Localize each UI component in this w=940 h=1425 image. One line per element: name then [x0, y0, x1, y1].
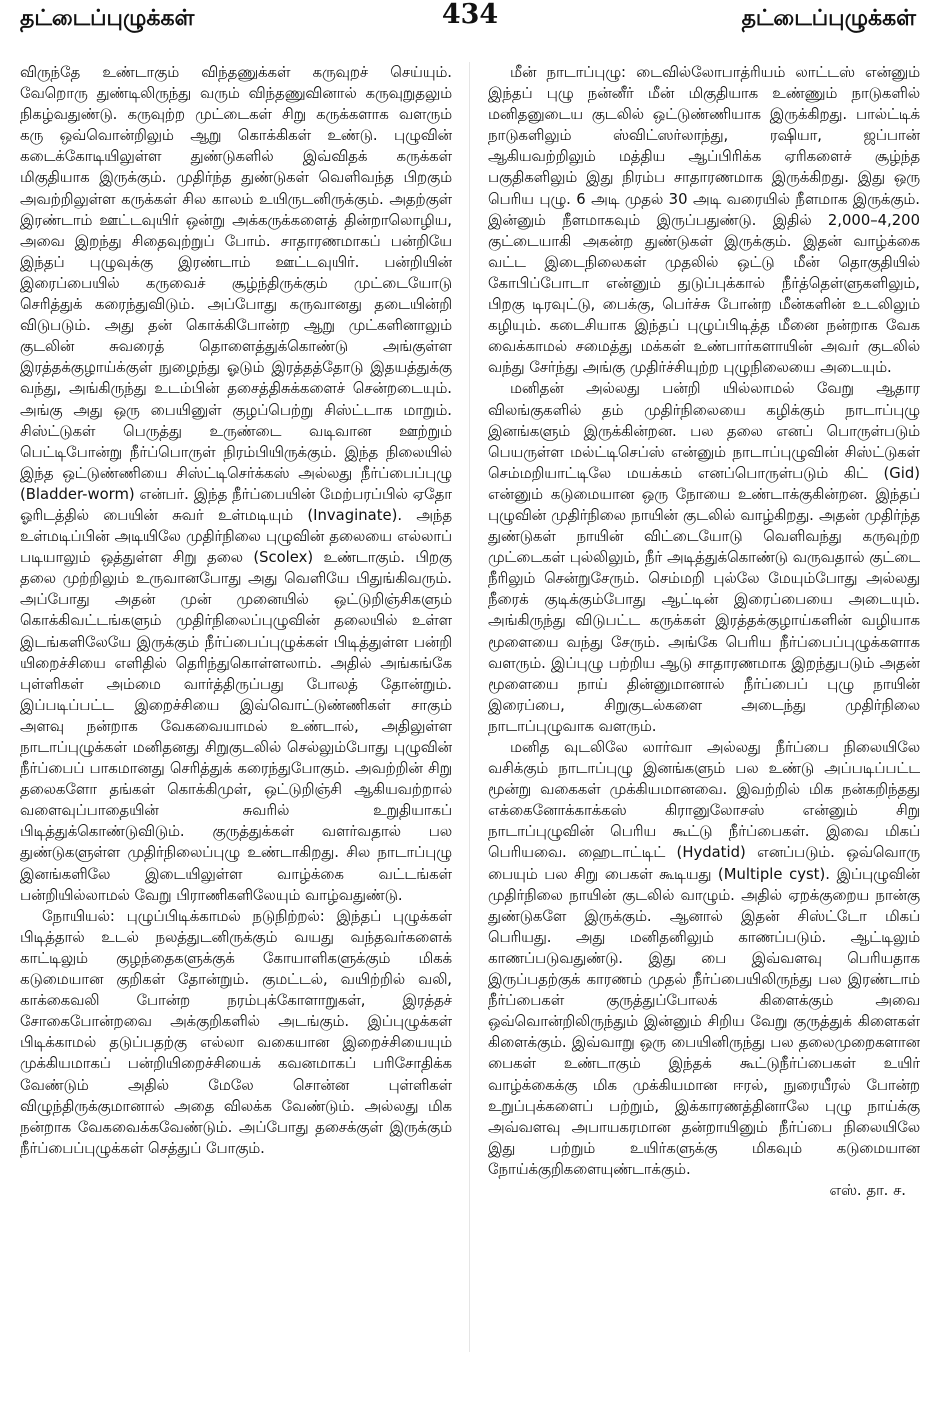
paragraph-pathology: நோயியல்: புழுப்பிடிக்காமல் நடுநிற்றல்: இந்தப் புழுக்கள் பிடித்தால் உடல் நலத்துடனிருக்கும் வயது வந்தவர்களைக் காட்டிலும் குழந்தைகளுக்குக் கோயாளிகளுக்கும் மிகக் கடுமையான குறிகள் தோன்றும். குமட்டல், வயிற்றில் வலி, காக்கைவலி போன்ற நரம்புக்கோளாறுகள், இரத்தச் சோகைபோன்றவை அக்குறிகளில் அடங்கும். இப்புழுக்கள் பிடிக்காமல் தடுப்பதற்கு எல்லா வகையான இறைச்சியையும் முக்கியமாகப் பன்றியிறைச்சியைக் கவனமாகப் பரிசோதிக்க வேண்டும் அதில் மேலே சொன்ன புள்ளிகள் விழுந்திருக்குமானால் அதை விலக்க வேண்டும். அல்லது மிக நன்றாக வேகவைக்கவேண்டும். அப்போது தசைக்குள் இருக்கும் நீர்ப்பைப்புழுக்கள் செத்துப் போகும்.: [20, 907, 452, 1157]
column-divider: [469, 62, 470, 1352]
running-header-left: தட்டைப்புழுக்கள்: [20, 6, 195, 31]
paragraph: மனிதன் அல்லது பன்றி யில்லாமல் வேறு ஆதார விலங்குகளில் தம் முதிர்நிலையை கழிக்கும் நாடாப்புழு இனங்களும் இருக்கின்றன. பல தலை எனப் பொருள்படும் பெயருள்ள மல்ட்டிசெப்ஸ் என்னும் நாடாப்புழுவின் சிஸ்ட்டுகள் செம்மறியாட்டிலே மயக்கம் எனப்பொருள்படும் கிட் (Gid) என்னும் கடுமையான ஒரு நோயை உண்டாக்குகின்றன. இந்தப் புழுவின் முதிர்நிலை நாயின் குடலில் வாழ்கிறது. அதன் முதிர்ந்த துண்டுகள் நாயின் விட்டையோடு வெளிவந்து கருவுற்ற முட்டைகள் புல்லிலும், நீர் அடித்துக்கொண்டு வருவதால் குட்டை நீரிலும் சென்றுசேரும். செம்மறி புல்லே மேயும்போது அல்லது நீரைக் குடிக்கும்போது ஆட்டின் இரைப்பையை அடையும். அங்கிருந்து விடுபட்ட கருக்கள் இரத்தக்குழாய்களின் வழியாக மூளையை வந்து சேரும். அங்கே பெரிய நீர்ப்பைப்புழுக்களாக வளரும். இப்புழு பற்றிய ஆடு சாதாரணமாக இறந்துபடும் அதன் மூளையை நாய் தின்னுமானால் நீர்ப்பைப் புழு நாயின் இரைப்பை, சிறுகுடல்களை அடைந்து முதிர்நிலை நாடாப்புழுவாக வளரும்.: [488, 380, 920, 735]
right-column: [488, 62, 920, 1412]
running-header-right: தட்டைப்புழுக்கள்: [741, 6, 916, 31]
left-column: [20, 62, 452, 1412]
paragraph: மனித வுடலிலே லார்வா அல்லது நீர்ப்பை நிலையிலே வசிக்கும் நாடாப்புழு இனங்களும் பல உண்டு அப்படிப்பட்ட மூன்று வகைகள் முக்கியமானவை. இவற்றில் மிக நன்கறிந்தது எக்கைனோக்காக்கஸ் கிரானுலோசஸ் என்னும் சிறு நாடாப்புழுவின் பெரிய கூட்டு நீர்ப்பைகள். இவை மிகப் பெரியவை. ஹைடாட்டிட் (Hydatid) எனப்படும். ஒவ்வொரு பையும் பல சிறு பைகள் கூடியது (Multiple cyst). இப்புழுவின் முதிர்நிலை நாயின் குடலில் வாழும். அதில் ஏறக்குறைய நான்கு துண்டுகளே இருக்கும். ஆனால் இதன் சிஸ்ட்டோ மிகப் பெரியது. அது மனிதனிலும் காணப்படும். ஆட்டிலும் காணப்படுவதுண்டு. இது பை இவ்வளவு பெரியதாக இருப்பதற்குக் காரணம் முதல் நீர்ப்பையிலிருந்து பல இரண்டாம் நீர்ப்பைகள் குருத்துப்போலக் கிளைக்கும் அவை ஒவ்வொன்றிலிருந்தும் இன்னும் சிறிய வேறு குருத்துக் கிளைகள் கிளைக்கும். இவ்வாறு ஒரு பையினிருந்து பல தலைமுறைகளான பைகள் உண்டாகும் இந்தக் கூட்டுநீர்ப்பைகள் உயிர் வாழ்க்கைக்கு மிக முக்கியமான ஈரல், நுரையீரல் போன்ற உறுப்புக்களைப் பற்றும், இக்காரணத்தினாலே புழு நாய்க்கு அவ்வளவு அபாயகரமான தன்றாயினும் நீர்ப்பை நிலையிலே இது பற்றும் உயிர்களுக்கு மிகவும் கடுமையான நோய்க்குறிகளையுண்டாக்கும்.: [488, 739, 920, 1178]
paragraph-fish-tapeworm: மீன் நாடாப்புழு: டைவில்லோபாத்ரியம் லாட்டஸ் என்னும் இந்தப் புழு நன்னீர் மீன் மிகுதியாக உண்ணும் நாடுகளில் மனிதனுடைய குடலில் ஒட்டுண்ணியாக இருக்கிறது. பால்ட்டிக் நாடுகளிலும் ஸ்விட்ஸர்லாந்து, ரஷியா, ஜப்பான் ஆகியவற்றிலும் மத்திய ஆப்பிரிக்க ஏரிகளைச் சூழ்ந்த பகுதிகளிலும் இது நிரம்ப சாதாரணமாக இருக்கிறது. இது ஒரு பெரிய புழு. 6 அடி முதல் 30 அடி வரையில் நீளமாக இருக்கும். இன்னும் நீளமாகவும் இருப்பதுண்டு. இதில் 2,000–4,200 குட்டையாகி அகன்ற துண்டுகள் இருக்கும். இதன் வாழ்க்கை வட்ட இடைநிலைகள் முதலில் ஒட்டு மீன் தொகுதியில் கோபிப்போடா என்னும் துடுப்புக்கால் நீர்த்தெள்ளுகளிலும், பிறகு டிரவுட்டு, பைக்கு, பெர்ச்சு போன்ற மீன்களின் உடலிலும் கழியும். கடைசியாக இந்தப் புழுப்பிடித்த மீனை நன்றாக வேக வைக்காமல் சமைத்து மக்கள் உண்பார்களாயின் அவர் குடலில் வந்து சேர்ந்து அங்கு முதிர்ச்சியுற்ற புழுநிலையை அடையும்.: [488, 64, 920, 377]
page-number: 434: [441, 0, 499, 30]
paragraph: விருந்தே உண்டாகும் விந்தணுக்கள் கருவுறச் செய்யும். வேறொரு துண்டிலிருந்து வரும் விந்தணுவினால் கருவுறுதலும் நிகழ்வதுண்டு. கருவுற்ற முட்டைகள் சிறு கருக்களாக வளரும் கரு ஒவ்வொன்றிலும் ஆறு கொக்கிகள் உண்டு. புழுவின் கடைக்கோடியிலுள்ள துண்டுகளில் இவ்விதக் கருக்கள் மிகுதியாக இருக்கும். முதிர்ந்த துண்டுகள் வெளிவந்த பிறகும் அவற்றிலுள்ள கருக்கள் சில காலம் உயிருடனிருக்கும். அதற்குள் இரண்டாம் ஊட்டவுயிர் ஒன்று அக்கருக்களைத் தின்றாலொழிய, அவை இறந்து சிதைவுற்றுப் போம். சாதாரணமாகப் பன்றியே இந்தப் புழுவுக்கு இரண்டாம் ஊட்டவுயிர். பன்றியின் இரைப்பையில் கருவைச் சூழ்ந்திருக்கும் முட்டையோடு செரித்துக் கரைந்துவிடும். அப்போது கருவானது தடையின்றி விடுபடும். அது தன் கொக்கிபோன்ற ஆறு முட்களினாலும் குடலின் சுவரைத் தொளைத்துக்கொண்டு அங்குள்ள இரத்தக்குழாய்க்குள் நுழைந்து ஓடும் இரத்தத்தோடு இதயத்துக்கு வந்து, அங்கிருந்து உடம்பின் தசைத்திசுக்களைச் சென்றடையும். அங்கு அது ஒரு பையினுள் குழப்பெற்று சிஸ்ட்டாக மாறும். சிஸ்ட்டுகள் பெருத்து உருண்டை வடிவான ஊற்றும் பெட்டிபோன்று நீர்ப்பொருள் நிரம்பியிருக்கும். இந்த நிலையில் இந்த ஒட்டுண்ணியை சிஸ்ட்டிசெர்க்கஸ் அல்லது நீர்ப்பைப்புழு (Bladder-worm) என்பர். இந்த நீர்ப்பையின் மேற்பரப்பில் ஏதோ ஓரிடத்தில் பையின் சுவர் உள்மடியும் (Invaginate). அந்த உள்மடிப்பின் அடியிலே முதிர்நிலை புழுவின் தலையை எல்லாப் படியாலும் ஒத்துள்ள சிறு தலை (Scolex) உண்டாகும். பிறகு தலை முற்றிலும் உருவானபோது அது வெளியே பிதுங்கிவரும். அப்போது அதன் முன் முனையில் ஒட்டுறிஞ்சிகளும் கொக்கிவட்டங்களும் முதிர்நிலைப்புழுவின் தலையில் உள்ள இடங்களிலேயே இருக்கும் நீர்ப்பைப்புழுக்கள் பிடித்துள்ள பன்றி யிறைச்சியை எளிதில் தெரிந்துகொள்ளலாம். அதில் அங்கங்கே புள்ளிகள் அம்மை வார்த்திருப்பது போலத் தோன்றும். இப்படிப்பட்ட இறைச்சியை இவ்வொட்டுண்ணிகள் சாகும் அளவு நன்றாக வேகவையாமல் உண்டால், அதிலுள்ள நாடாப்புழுக்கள் மனிதனது சிறுகுடலில் செல்லும்போது புழுவின் நீர்ப்பைப் பாகமானது செரித்துக் கரைந்துபோகும். அவற்றின் சிறு தலைகளோ தங்கள் கொக்கிமுள், ஒட்டுறிஞ்சி ஆகியவற்றால் வளைவுப்பாதையின் சுவரில் உறுதியாகப் பிடித்துக்கொண்டுவிடும். குருத்துக்கள் வளர்வதால் பல துண்டுகளுள்ள முதிர்நிலைப்புழு உண்டாகிறது. சில நாடாப்புழு இனங்களிலே இடையிலுள்ள வாழ்க்கை வட்டங்கள் பன்றியில்லாமல் வேறு பிராணிகளிலேயும் வாழ்வதுண்டு.: [20, 64, 452, 904]
author-signature: எஸ். தா. ச.: [829, 1181, 906, 1199]
